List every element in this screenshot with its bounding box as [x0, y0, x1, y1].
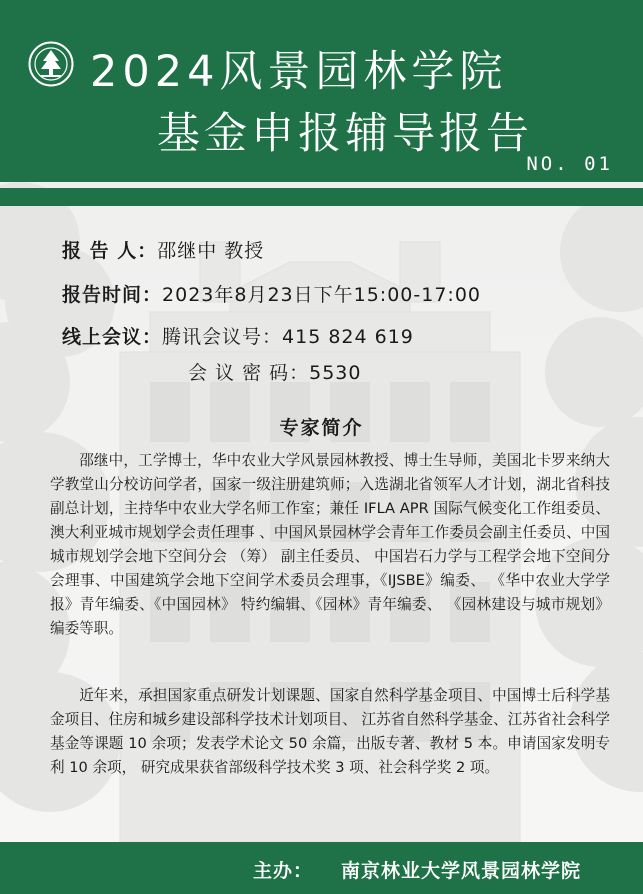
- issue-number: NO. 01: [526, 153, 613, 175]
- header-banner: [0, 0, 643, 182]
- title-line-1: 2024风景园林学院: [90, 47, 508, 97]
- speaker-label: 报 告 人：: [62, 240, 158, 262]
- profile-paragraph-2: 近年来，承担国家重点研发计划课题、国家自然科学基金项目、中国博士后科学基金项目、住房和城乡建设部科学技术计划项目、 江苏省自然科学基金、江苏省社会科学基金等课题 10 余项；发表学术论文 50 余篇，出版专著、教材 5 本。申请国家发明专利 10 余项， 研究成果获省部级科学技术奖 3 项、社会科学奖 2 项。: [50, 687, 610, 776]
- profile-paragraph-1: 邵继中，工学博士，华中农业大学风景园林教授、博士生导师，美国北卡罗来纳大学教堂山分校访问学者，国家一级注册建筑师；入选湖北省领军人才计划，湖北省科技副总计划，主持华中农业大学名师工作室；兼任 IFLA APR 国际气候变化工作组委员、澳大利亚城市规划学会责任理事 、中国风景园林学会青年工作委员会副主任委员、中国城市规划学会地下空间分会 （筹） 副主任委员、 中国岩石力学与工程学会地下空间分会理事、中国建筑学会地下空间学术委员会理事，《IJSBE》编委、 《华中农业大学学报》青年编委、《中国园林》 特约编辑、《园林》青年编委、 《园林建设与城市规划》编委等职。: [50, 452, 610, 637]
- university-logo-icon: [28, 41, 74, 87]
- organizer-line: [253, 856, 581, 883]
- organizer-value: 南京林业大学风景园林学院: [341, 860, 582, 882]
- organizer-label: 主办：: [253, 860, 314, 882]
- profile-title: 专家简介: [279, 417, 364, 439]
- time-value: 2023年8月23日下午15:00-17:00: [162, 284, 482, 306]
- time-label: 报告时间：: [62, 284, 163, 306]
- meeting-label: 线上会议：: [62, 326, 163, 348]
- title-line-2: 基金申报辅导报告: [157, 109, 533, 159]
- time-line: [62, 280, 481, 307]
- header-divider-band: [0, 188, 643, 206]
- meeting-password: [188, 358, 361, 385]
- speaker-value: 邵继中 教授: [157, 240, 265, 262]
- meeting-password-text: 会 议 密 码：5530: [188, 362, 362, 384]
- meeting-id: 腾讯会议号：415 824 619: [162, 326, 414, 348]
- speaker-line: [62, 236, 264, 263]
- meeting-line: [62, 322, 414, 349]
